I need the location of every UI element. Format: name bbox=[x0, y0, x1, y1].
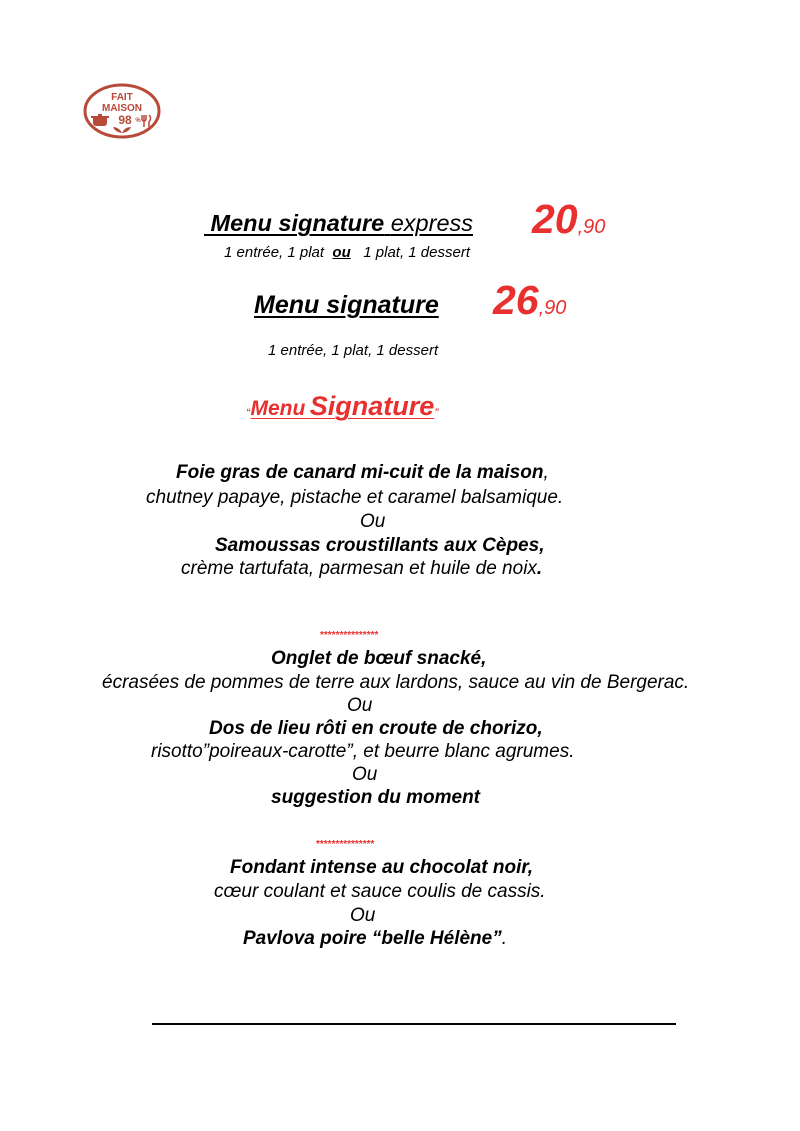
express-detail-a: 1 entrée, 1 plat bbox=[224, 244, 325, 261]
starter-2-title: Samoussas croustillants aux Cèpes, bbox=[215, 535, 545, 556]
main-1-description: écrasées de pommes de terre aux lardons, sauce au vin de Bergerac. bbox=[102, 672, 690, 693]
starter-2-description-text: crème tartufata, parmesan et huile de noix bbox=[181, 558, 537, 579]
dessert-1-title: Fondant intense au chocolat noir, bbox=[230, 857, 533, 878]
express-menu-heading bbox=[204, 210, 473, 237]
express-price-dec: ,90 bbox=[577, 216, 606, 238]
starter-1-description: chutney papaye, pistache et caramel balsamique. bbox=[146, 487, 564, 508]
logo-line1: FAIT bbox=[111, 92, 133, 103]
signature-menu-price bbox=[493, 277, 566, 324]
starter-1-title bbox=[176, 462, 549, 484]
separator-stars-2: *************** bbox=[316, 839, 375, 850]
signature-price-dec: ,90 bbox=[538, 297, 567, 319]
dessert-2-title-text: Pavlova poire “belle Hélène” bbox=[243, 928, 502, 949]
main-2-description: risotto”poireaux-carotte”, et beurre blanc agrumes. bbox=[151, 741, 575, 762]
section-word-menu: Menu bbox=[250, 397, 306, 420]
dessert-2-dot: . bbox=[501, 928, 507, 949]
section-word-signature: Signature bbox=[309, 391, 435, 421]
dessert-1-description: cœur coulant et sauce coulis de cassis. bbox=[214, 881, 546, 902]
main-or-2: Ou bbox=[352, 764, 378, 785]
starter-or: Ou bbox=[360, 511, 386, 532]
express-menu-title-underlined bbox=[204, 210, 473, 236]
dessert-2-title bbox=[243, 928, 507, 950]
section-close-quote: ” bbox=[434, 407, 439, 417]
separator-stars-1: *************** bbox=[320, 630, 379, 641]
express-menu-price bbox=[532, 196, 605, 243]
logo-line2: MAISON bbox=[102, 103, 142, 114]
dessert-or: Ou bbox=[350, 905, 376, 926]
section-title-underlined bbox=[250, 391, 435, 421]
main-or-1: Ou bbox=[347, 695, 373, 716]
express-menu-title-rest: express bbox=[390, 210, 474, 236]
signature-menu-title: Menu signature bbox=[254, 291, 439, 319]
starter-2-dot: . bbox=[536, 558, 543, 579]
express-price-int: 20 bbox=[532, 196, 578, 242]
signature-price-int: 26 bbox=[493, 277, 539, 323]
main-1-title: Onglet de bœuf snacké, bbox=[271, 648, 487, 669]
fait-maison-logo bbox=[83, 83, 161, 139]
section-open-quote: “ bbox=[246, 407, 251, 417]
express-menu-detail bbox=[224, 244, 470, 261]
main-2-title: Dos de lieu rôti en croute de chorizo, bbox=[209, 718, 543, 739]
express-detail-b: 1 plat, 1 dessert bbox=[363, 244, 470, 261]
main-3-title: suggestion du moment bbox=[271, 787, 480, 808]
logo-percent-sign: % bbox=[135, 118, 141, 124]
starter-1-comma: , bbox=[543, 462, 549, 483]
logo-percent: 98 bbox=[118, 113, 132, 127]
section-title bbox=[246, 391, 439, 422]
express-detail-or: ou bbox=[332, 244, 351, 261]
starter-1-title-text: Foie gras de canard mi-cuit de la maison bbox=[176, 462, 544, 483]
starter-2-description bbox=[181, 558, 542, 580]
signature-menu-detail: 1 entrée, 1 plat, 1 dessert bbox=[268, 342, 439, 359]
express-menu-title-bold: Menu signature bbox=[210, 210, 385, 236]
bottom-divider bbox=[152, 1023, 676, 1025]
